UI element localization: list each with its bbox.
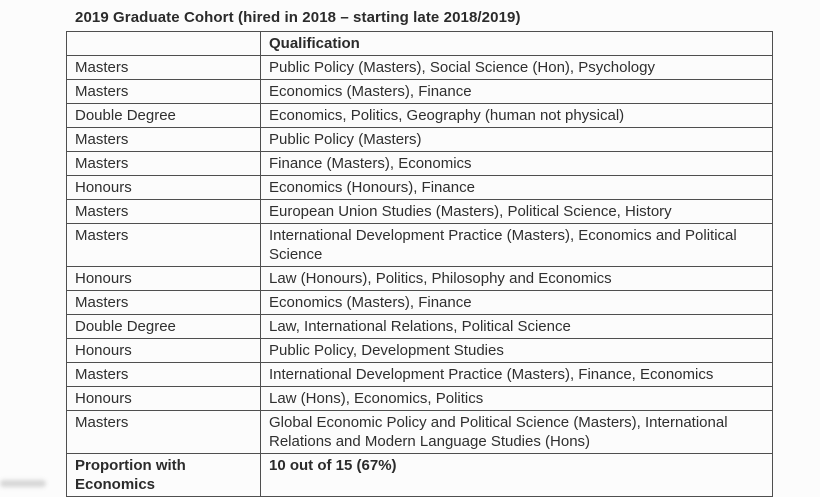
summary-value-cell: 10 out of 15 (67%) [261, 454, 773, 497]
degree-cell: Masters [67, 152, 261, 176]
qualification-cell: International Development Practice (Masters), Finance, Economics [261, 363, 773, 387]
degree-cell: Masters [67, 224, 261, 267]
degree-cell: Masters [67, 200, 261, 224]
table-row [67, 104, 773, 128]
qualification-cell: Economics (Masters), Finance [261, 291, 773, 315]
table-row [67, 411, 773, 454]
degree-cell: Honours [67, 267, 261, 291]
scan-artifact [0, 480, 46, 487]
degree-cell: Honours [67, 387, 261, 411]
table-row [67, 387, 773, 411]
summary-label-line1: Proportion with [75, 457, 186, 474]
degree-cell: Masters [67, 291, 261, 315]
table-row [67, 224, 773, 267]
degree-column-header [67, 32, 261, 56]
qualification-cell: Public Policy (Masters) [261, 128, 773, 152]
qualification-column-header: Qualification [261, 32, 773, 56]
qualification-cell: Finance (Masters), Economics [261, 152, 773, 176]
table-row [67, 56, 773, 80]
table-row [67, 176, 773, 200]
summary-row [67, 454, 773, 497]
degree-cell: Honours [67, 339, 261, 363]
table-row [67, 363, 773, 387]
table-row [67, 315, 773, 339]
qualification-cell: Public Policy (Masters), Social Science (Hon), Psychology [261, 56, 773, 80]
qualification-cell: Economics, Politics, Geography (human not physical) [261, 104, 773, 128]
qualification-cell: Economics (Masters), Finance [261, 80, 773, 104]
degree-cell: Masters [67, 80, 261, 104]
qualification-cell: Law, International Relations, Political Science [261, 315, 773, 339]
header-row [67, 32, 773, 56]
qualification-cell: Law (Honours), Politics, Philosophy and Economics [261, 267, 773, 291]
table-row [67, 291, 773, 315]
table-row [67, 339, 773, 363]
qualification-cell: Economics (Honours), Finance [261, 176, 773, 200]
degree-cell: Masters [67, 363, 261, 387]
degree-cell: Masters [67, 411, 261, 454]
table-row [67, 128, 773, 152]
qualification-cell: European Union Studies (Masters), Political Science, History [261, 200, 773, 224]
degree-cell: Honours [67, 176, 261, 200]
table-row [67, 152, 773, 176]
qualification-cell: Law (Hons), Economics, Politics [261, 387, 773, 411]
degree-cell: Masters [67, 56, 261, 80]
degree-cell: Masters [67, 128, 261, 152]
qualification-cell: Public Policy, Development Studies [261, 339, 773, 363]
table-title: 2019 Graduate Cohort (hired in 2018 – starting late 2018/2019) [75, 9, 521, 26]
degree-cell: Double Degree [67, 315, 261, 339]
degree-cell: Double Degree [67, 104, 261, 128]
table-row [67, 267, 773, 291]
summary-label-line2: Economics [75, 476, 156, 493]
table-row [67, 200, 773, 224]
summary-label-cell [67, 454, 261, 497]
graduate-cohort-table [66, 31, 773, 497]
qualification-cell: Global Economic Policy and Political Science (Masters), International Relations and Modern Language Studies (Hons) [261, 411, 773, 454]
qualification-cell: International Development Practice (Masters), Economics and Political Science [261, 224, 773, 267]
table-row [67, 80, 773, 104]
